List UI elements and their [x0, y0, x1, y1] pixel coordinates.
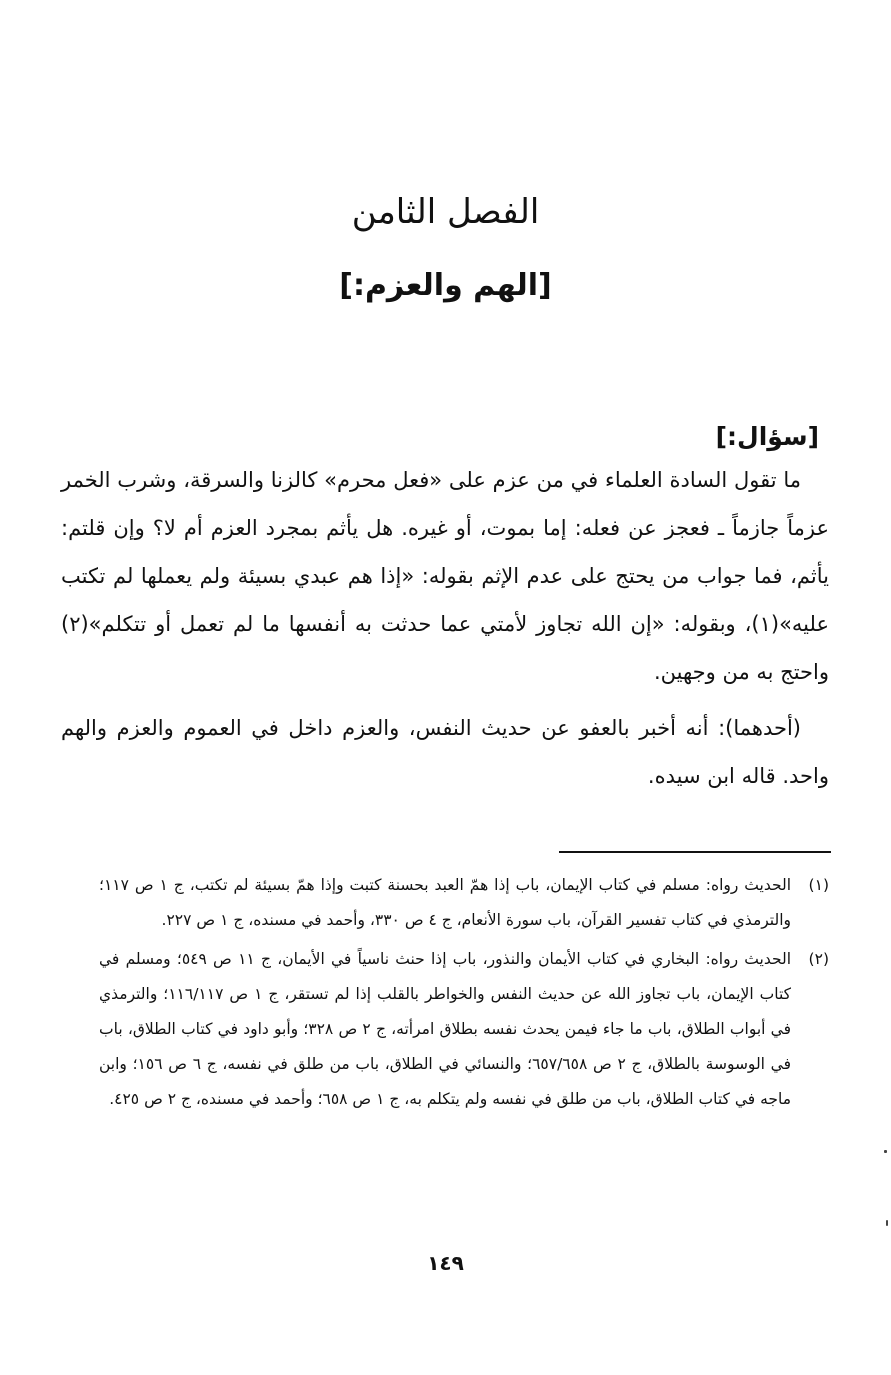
footnote-text: الحديث رواه: مسلم في كتاب الإيمان، باب إذا همّ العبد بحسنة كتبت وإذا همّ بسيئة لم تكتب، ج ١ ص ١١٧؛ والترمذي في كتاب تفسير القرآن، باب سورة الأنعام، ج ٤ ص ٣٣٠، وأحمد في مسنده، ج ١ ص ٢٢٧. — [99, 876, 791, 929]
footnote-number: (١) — [808, 876, 829, 894]
chapter-heading: الفصل الثامن — [351, 192, 540, 232]
scan-speck — [884, 1150, 887, 1153]
footnote-2 — [99, 942, 829, 1117]
footnotes — [99, 868, 829, 1121]
question-body — [61, 456, 829, 800]
footnote-separator — [559, 851, 831, 853]
question-label: [سؤال:] — [715, 422, 819, 451]
question-paragraph: ما تقول السادة العلماء في من عزم على «فعل محرم» كالزنا والسرقة، وشرب الخمر عزماً جازماً ـ فعجز عن فعله: إما بموت، أو غيره. هل يأثم بمجرد العزم أم لا؟ وإن قلتم: يأثم، فما جواب من يحتج على عدم الإثم بقوله: «إذا هم عبدي بسيئة ولم يعملها لم تكتب عليه»(١)، وبقوله: «إن الله تجاوز لأمتي عما حدثت به أنفسها ما لم تعمل أو تتكلم»(٢) واحتج به من وجهين. — [61, 468, 829, 684]
page-number: ١٤٩ — [427, 1251, 464, 1275]
chapter-title: [الهم والعزم:] — [339, 268, 552, 303]
footnote-number: (٢) — [808, 950, 829, 968]
footnote-text: الحديث رواه: البخاري في كتاب الأيمان والنذور، باب إذا حنث ناسياً في الأيمان، ج ١١ ص ٥٤٩؛ ومسلم في كتاب الإيمان، باب تجاوز الله عن حديث النفس والخواطر بالقلب إذا لم تستقر، ج ١ ص ١١٦/١١٧؛ والترمذي في أبواب الطلاق، باب ما جاء فيمن يحدث نفسه بطلاق امرأته، ج ٢ ص ٣٢٨؛ وأبو داود في كتاب الطلاق، باب في الوسوسة بالطلاق، ج ٢ ص ٦٥٧/٦٥٨؛ والنسائي في الطلاق، باب من طلق في نفسه، ج ٦ ص ١٥٦؛ وابن ماجه في كتاب الطلاق، باب من طلق في نفسه ولم يتكلم به، ج ١ ص ٦٥٨؛ وأحمد في مسنده، ج ٢ ص ٤٢٥. — [99, 950, 792, 1108]
scan-speck — [886, 1220, 888, 1226]
answer-point-paragraph: (أحدهما): أنه أخبر بالعفو عن حديث النفس، والعزم داخل في العموم والعزم والهم واحد. قاله ابن سيده. — [61, 716, 829, 788]
footnote-1 — [99, 868, 829, 938]
